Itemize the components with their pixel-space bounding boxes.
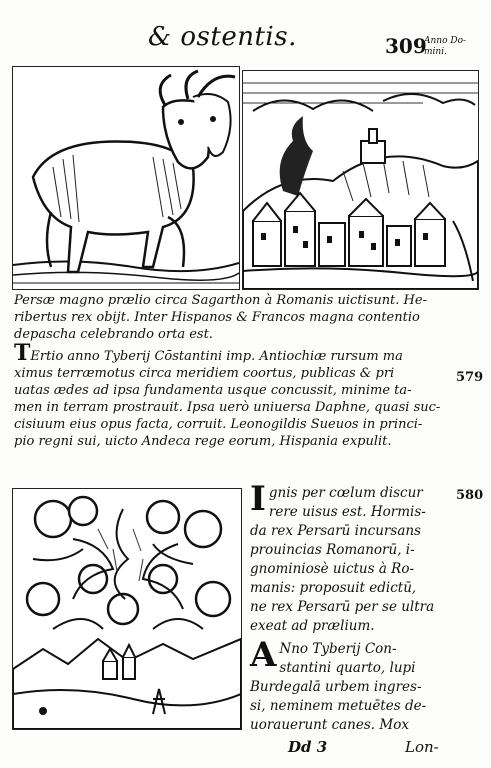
text-line: men in terram prostrauit. Ipsa uerò uniuersa Daphne, quasi suc- <box>14 400 441 415</box>
signature-mark: Dd 3 <box>288 738 328 756</box>
ox-woodcut <box>12 66 240 290</box>
text-line: rere uisus est. Hormis- <box>268 504 426 520</box>
paragraph-persae <box>14 292 454 343</box>
text-line: Ertio anno Tyberij Cōstantini imp. Antiochiæ rursum ma <box>30 349 403 364</box>
text-line: Nno Tyberij Con- <box>279 641 397 657</box>
text-line: da rex Persarū incursans <box>250 523 421 539</box>
margin-note-anno-domini: Anno Do-mini. <box>424 36 467 57</box>
text-line: cisiuum eius opus facta, corruit. Leonogildis Sueuos in princi- <box>14 417 423 432</box>
dropcap: A <box>250 635 277 675</box>
text-line: ne rex Persarū per se ultra <box>250 599 435 615</box>
text-line: prouincias Romanorū, i- <box>250 542 415 558</box>
running-head: & ostentis. <box>148 22 297 52</box>
paragraph-ignis <box>250 479 450 636</box>
dropcap: T <box>14 340 31 366</box>
text-line: uorauerunt canes. Mox <box>250 717 409 733</box>
text-line: depascha celebrando orta est. <box>14 327 213 342</box>
text-line: stantini quarto, lupi <box>279 660 416 676</box>
town-woodcut <box>242 70 479 290</box>
text-line: ximus terræmotus circa meridiem coortus, publicas & pri <box>14 366 395 381</box>
text-line: exeat ad prælium. <box>250 618 375 634</box>
paragraph-tertio-anno <box>14 340 454 450</box>
catchword: Lon- <box>405 738 439 756</box>
text-line: ribertus rex obijt. Inter Hispanos & Francos magna contentio <box>14 310 420 325</box>
text-line: gnominiosè uictus à Ro- <box>250 561 415 577</box>
text-line: uatas ædes ad ipsa fundamenta usque concussit, minime ta- <box>14 383 412 398</box>
text-line: gnis per cœlum discur <box>268 485 423 501</box>
text-line: pio regni sui, uicto Andeca rege eorum, Hispania expulit. <box>14 434 392 449</box>
text-line: si, neminem metuētes de- <box>250 698 427 714</box>
text-line: Burdegalā urbem ingres- <box>250 679 422 695</box>
dropcap: I <box>250 479 266 519</box>
page-number: 309 <box>385 34 427 58</box>
text-line: Persæ magno prælio circa Sagarthon à Romanis uictisunt. He- <box>14 293 427 308</box>
margin-year-580: 580 <box>456 488 484 503</box>
margin-year-579: 579 <box>456 370 484 385</box>
text-line: manis: proposuit edictū, <box>250 580 417 596</box>
fire-woodcut <box>12 488 242 730</box>
paragraph-anno-tyberij <box>250 635 450 735</box>
